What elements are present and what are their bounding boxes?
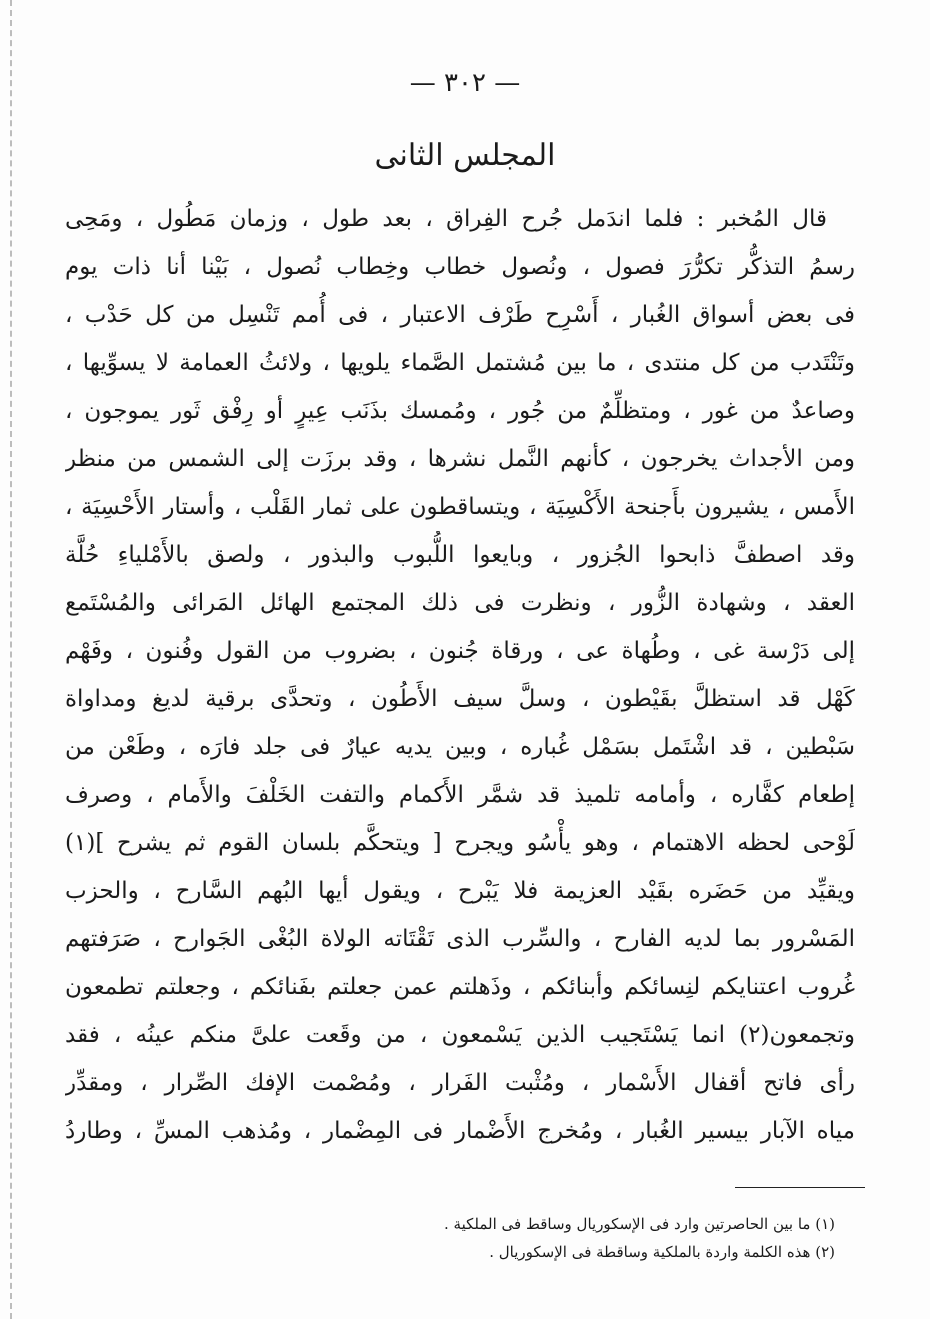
section-heading: المجلس الثانى bbox=[374, 138, 556, 173]
text-line: العقد ، وشهادة الزُّور ، ونظرت فى ذلك المجتمع الهائل المَرائى والمُسْتَمع bbox=[65, 590, 855, 616]
text-line: رسمُ التذكُّر تكرُّرَ فصول ، ونُصول خطاب وخِطاب نُصول ، بَيْنا أنا ذات يوم bbox=[65, 254, 855, 280]
footnote-separator bbox=[735, 1187, 865, 1188]
text-line: وصاعدٌ من غور ، ومتظلِّمٌ من جُور ، ومُمسك بذَنَب عِيرٍ أو رِفْق ثَور يموجون ، bbox=[65, 398, 855, 424]
text-line: ومن الأجداث يخرجون ، كأنهم النَّمل نشرها ، وقد برزَت إلى الشمس من منظر bbox=[65, 446, 855, 472]
text-line: لَوْحى لحظه الاهتمام ، وهو يأْسُو ويجرح [ ويتحكَّم بلسان القوم ثم يشرح ](١) bbox=[65, 830, 855, 856]
text-line: غُروب اعتنايكم لنِسائكم وأبنائكم ، وذَهلتم عمن جعلتم بفَنائكم ، وجعلتم تطمعون bbox=[65, 974, 855, 1000]
footnote: (٢) هذه الكلمة واردة بالملكية وساقطة فى الإسكوريال . bbox=[489, 1243, 835, 1261]
text-line: وتَنْتَدب من كل منتدى ، ما بين مُشتمل الصَّماء يلويها ، ولائثُ العمامة لا يسوِّيها ، bbox=[65, 350, 855, 376]
text-line: الأَمس ، يشيرون بأَجنحة الأَكْسِيَة ، ويتساقطون على ثمار القَلْب ، وأستار الأَحْسِيَة ، bbox=[65, 494, 855, 520]
text-line: إلى دَرْسة غى ، وطُهاة عى ، ورقاة جُنون ، بضروب من القول وفُنون ، وفَهْم bbox=[65, 638, 855, 664]
text-line: مياه الآبار بيسير الغُبار ، ومُخرج الأَضْمار فى المِضْمار ، ومُذهب المسِّ ، وطاردُ bbox=[65, 1118, 855, 1144]
text-line: كَهْل قد استظلَّ بقَيْطون ، وسلَّ سيف الأَطُون ، وتحدَّى برقية لديغ ومداواة bbox=[65, 686, 855, 712]
text-line: المَسْرور بما لديه الفارح ، والسِّرب الذى تَقْتَاته الولاة البُغْى الجَوارح ، صَرَفتهم bbox=[65, 926, 855, 952]
footnotes bbox=[444, 1210, 865, 1266]
text-line: سَبْطين ، قد اشْتَمل بسَمْل غُباره ، وبين يديه عيارٌ فى جلد فارَه ، وطَعْن من bbox=[65, 734, 855, 760]
text-line: فى بعض أسواق الغُبار ، أَسْرِح طَرْف الاعتبار ، فى أُمم تَنْسِل من كل حَدْب ، bbox=[65, 302, 855, 328]
text-line: إطعام كفَّاره ، وأمامه تلميذ قد شمَّر الأَكمام والتفت الخَلْفَ والأَمام ، وصرف bbox=[65, 782, 855, 808]
body-text bbox=[65, 195, 855, 1155]
text-line: رأى فاتح أقفال الأَسْمار ، ومُثْبت الفَرار ، ومُصْمت الإفك الصِّرار ، ومقدِّر bbox=[65, 1070, 855, 1096]
text-line: ويقيِّد من حَضَره بقَيْد العزيمة فلا يَبْرح ، ويقول أيها البُهم السَّارح ، والحزب bbox=[65, 878, 855, 904]
scan-edge-marks bbox=[10, 0, 12, 1319]
text-line: قال المُخبر : فلما اندَمل جُرح الفِراق ، بعد طول ، وزمان مَطُول ، ومَحِى bbox=[65, 206, 827, 232]
footnote: (١) ما بين الحاصرتين وارد فى الإسكوريال وساقط فى الملكية . bbox=[444, 1215, 835, 1233]
text-line: وتجمعون(٢) انما يَسْتَجيب الذين يَسْمعون ، من وقَعت علىَّ منكم عينُه ، فقد bbox=[65, 1022, 855, 1048]
page-number: — ٣٠٢ — bbox=[409, 68, 521, 98]
text-line: وقد اصطفَّ ذابحوا الجُزور ، وبايعوا اللُّبوب والبذور ، ولصق بالأَمْلياءِ حُلَّة bbox=[65, 542, 855, 568]
